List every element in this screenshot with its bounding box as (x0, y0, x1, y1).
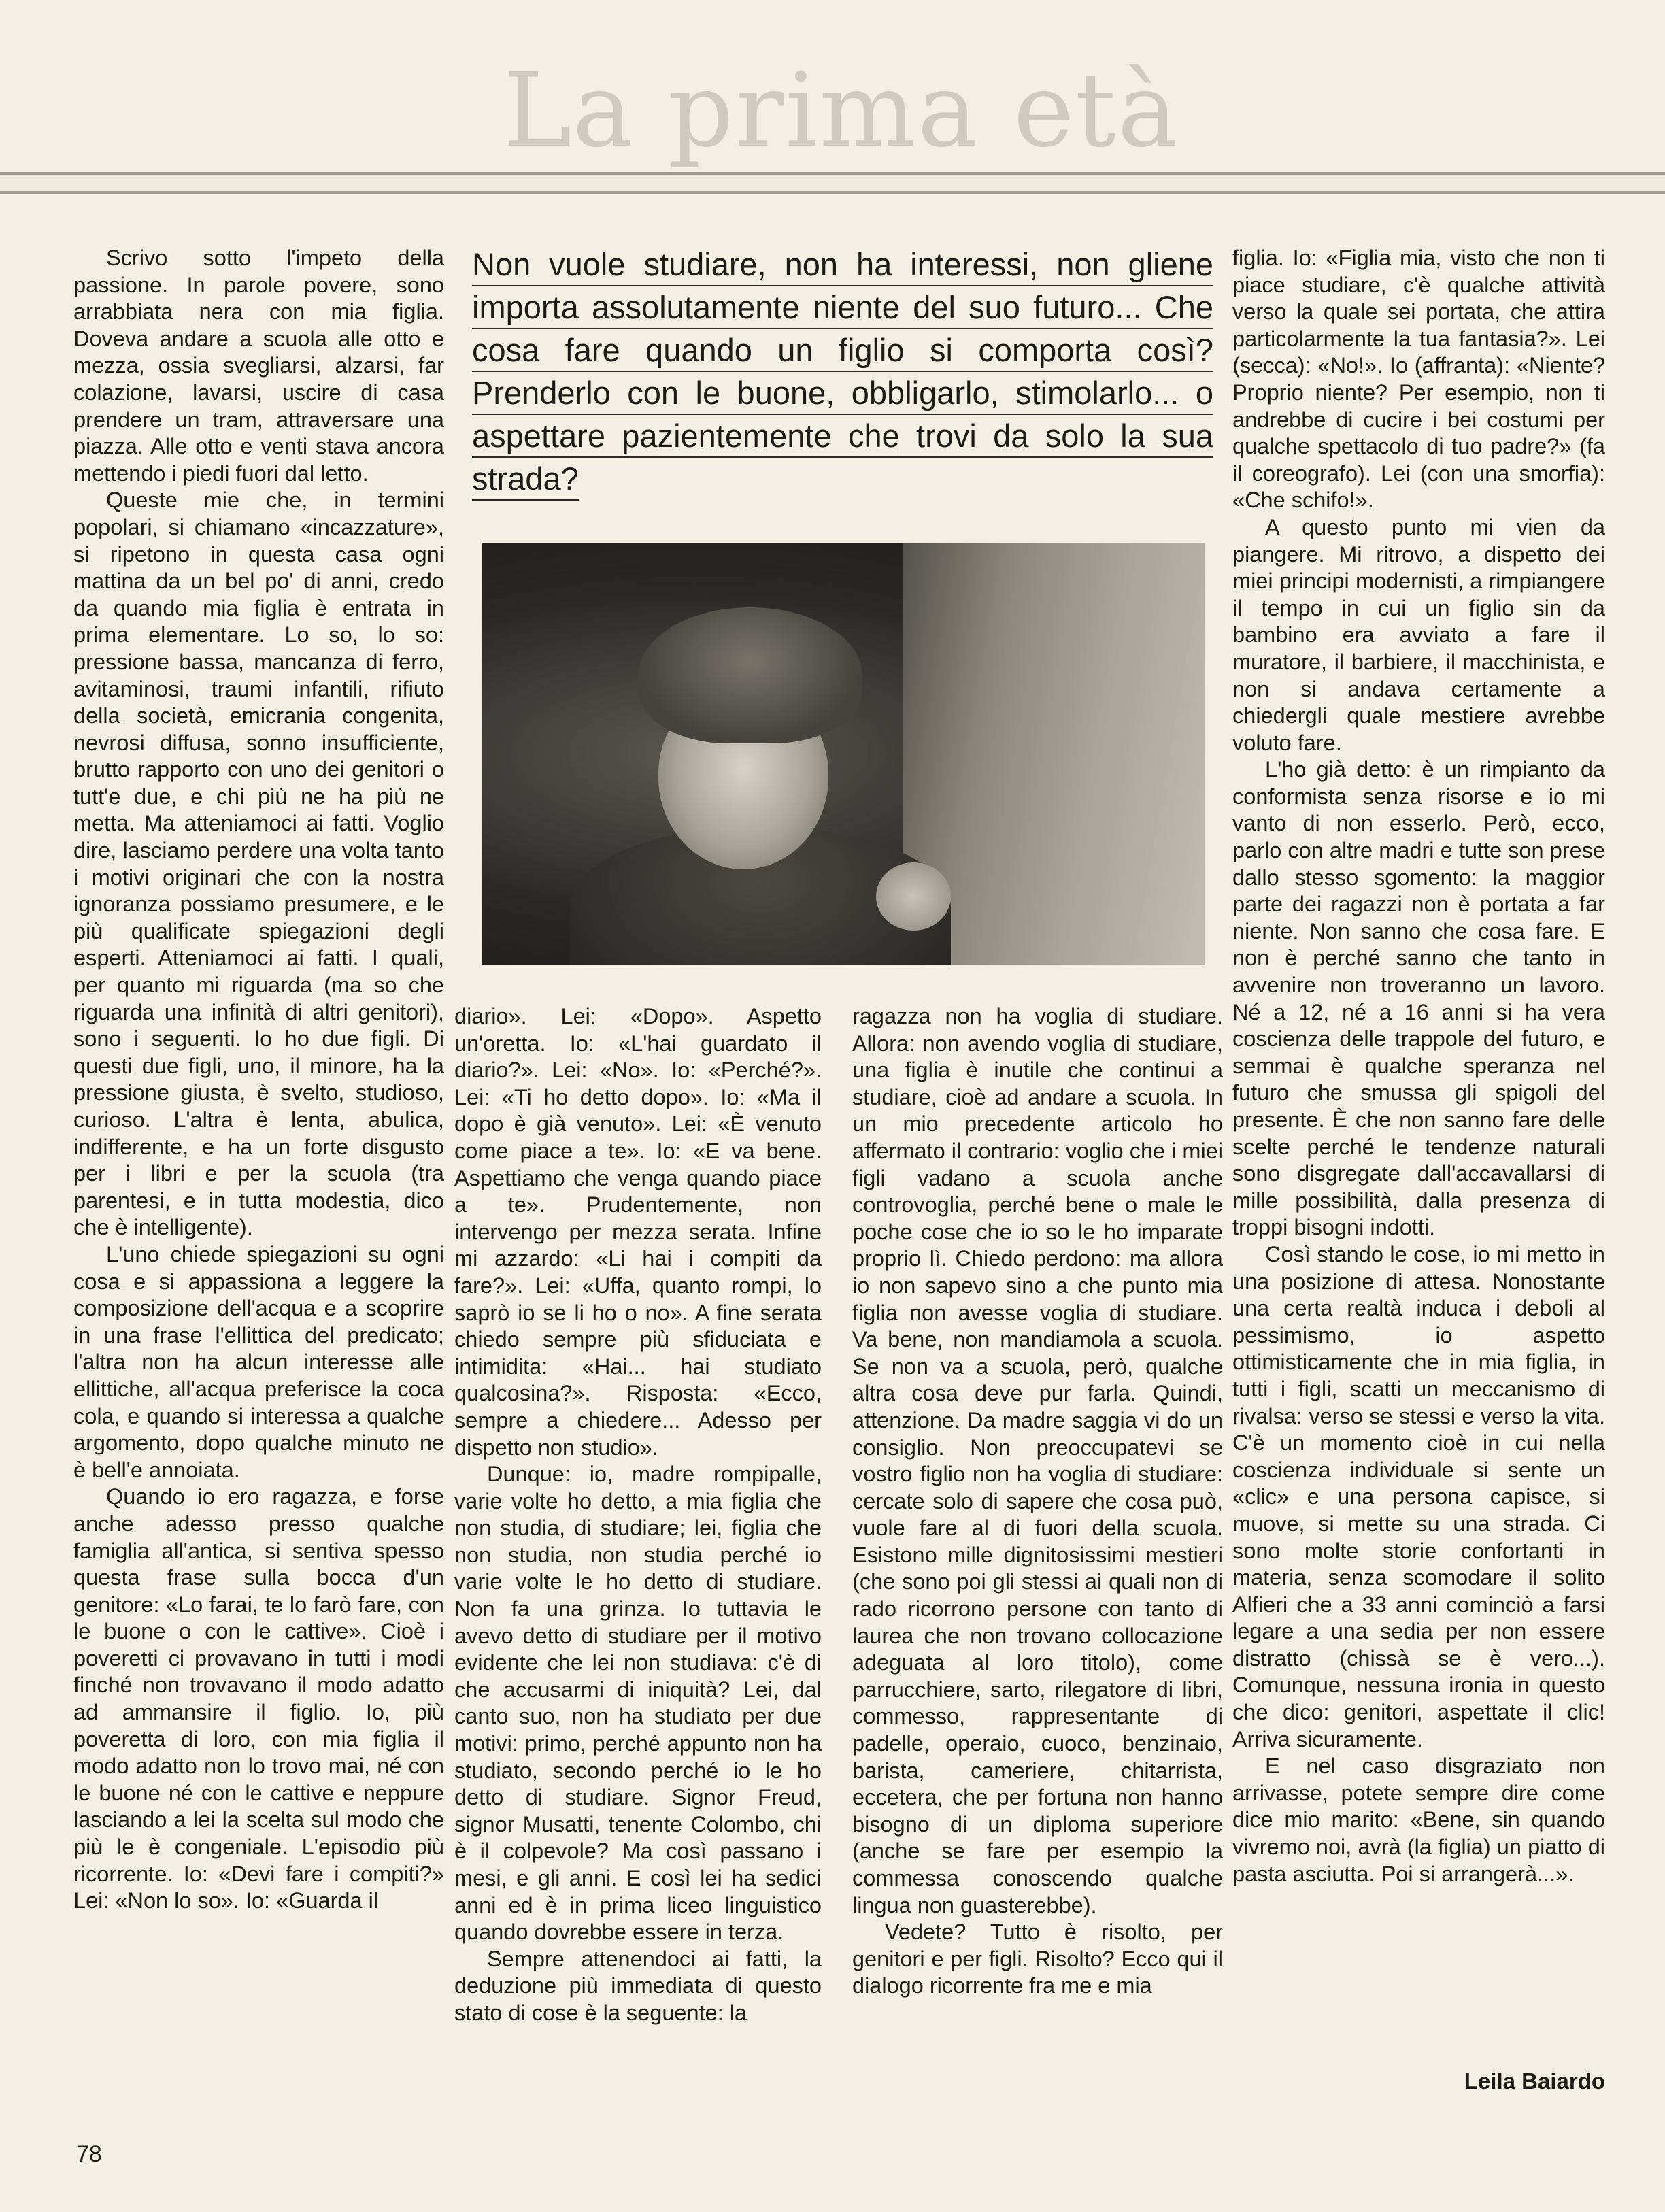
paragraph: ragazza non ha voglia di studiare. Allora: non avendo voglia di studiare, una figlia è inutile che continui a studiare, cioè ad andare a scuola. In un mio precedente articolo ho affermato il contrario: voglio che i miei figli vadano a scuola anche controvoglia, perché bene o male le poche cose che io so le ho imparate proprio lì. Chiedo perdono: ma allora io non sapevo sino a che punto mia figlia non avesse voglia di studiare. Va bene, non mandiamola a scuola. Se non va a scuola, però, qualche altra cosa deve pur farla. Quindi, attenzione. Da madre saggia vi do un consiglio. Non preoccupatevi se vostro figlio non ha voglia di studiare: cercate solo di sapere che cosa può, vuole fare al di fuori della scuola. Esistono mille dignitosissimi mestieri (che sono poi gli stessi ai quali non di rado ricorrono persone con tanto di laurea che non trovano collocazione adeguata al loro titolo), come parrucchiere, sarto, rilegatore di libri, commesso, rappresentante di padelle, operaio, cuoco, benzinaio, barista, cameriere, chitarrista, eccetera, che per fortuna non hanno bisogno di un diploma superiore (anche se fare per esempio la commessa conoscendo qualche lingua non guasterebbe). (852, 1004, 1223, 1917)
column-3 (852, 1003, 1223, 2000)
page-number: 78 (76, 2141, 102, 2167)
column-2 (454, 1003, 822, 2027)
paragraph: E nel caso disgraziato non arrivasse, potete sempre dire come dice mio marito: «Bene, sin quando vivremo noi, avrà (la figlia) un piatto di pasta asciutta. Poi si arrangerà...». (1232, 1754, 1605, 1886)
paragraph: Così stando le cose, io mi metto in una posizione di attesa. Nonostante una certa realtà induca i deboli al pessimismo, io aspetto ottimisticamente che in mia figlia, in tutti i figli, scatti un meccanismo di rivalsa: verso se stessi e verso la vita. C'è un momento cioè in cui nella coscienza individuale si sente un «clic» e una persona capisce, si muove, si mette su una strada. Ci sono molte storie confortanti in materia, senza scomodare il solito Alfieri che a 33 anni cominciò a farsi legare a una sedia per non essere distratto (chissà se è vero...). Comunque, nessuna ironia in questo che dico: genitori, aspettate il clic! Arriva sicuramente. (1232, 1241, 1605, 1752)
paragraph: figlia. Io: «Figlia mia, visto che non ti piace studiare, c'è qualche attività verso la quale sei portata, che attira particolarmente la tua fantasia?». Lei (secca): «No!». Io (affranta): «Niente? Proprio niente? Per esempio, non ti andrebbe di cucire i bei costumi per qualche spettacolo di tuo padre?» (fa il coreografo). Lei (con una smorfia): «Che schifo!». (1232, 246, 1605, 513)
child-photo (482, 543, 1205, 965)
paragraph: Scrivo sotto l'impeto della passione. In parole povere, sono arrabbiata nera con mia figlia. Doveva andare a scuola alle otto e mezza, ossia svegliarsi, alzarsi, far colazione, lavarsi, uscire di casa prendere un tram, attraversare una piazza. Alle otto e venti stava ancora mettendo i piedi fuori dal letto. (73, 246, 444, 486)
paragraph: L'uno chiede spiegazioni su ogni cosa e si appassiona a leggere la composizione dell'acqua e a scoprire in una frase l'ellittica del predicato; l'altra non ha alcun interesse alle ellittiche, all'acqua preferisce la coca cola, e quando si interessa a qualche argomento, dopo qualche minuto ne è bell'e annoiata. (73, 1241, 444, 1482)
paragraph: Sempre attenendoci ai fatti, la deduzione più immediata di questo stato di cose è la seguente: la (454, 1946, 822, 2025)
lead-text: Non vuole studiare, non ha interessi, non gliene importa assolutamente niente del suo futuro... Che cosa fare quando un figlio si comporta così? Prenderlo con le buone, obbligarlo, stimolarlo... o aspettare pazientemente che trovi da solo la sua strada? (472, 246, 1213, 501)
column-4 (1232, 245, 1605, 1888)
paragraph: Queste mie che, in termini popolari, si chiamano «incazzature», si ripetono in questa casa ogni mattina da un bel po' di anni, credo da quando mia figlia è entrata in prima elementare. Lo so, lo so: pressione bassa, mancanza di ferro, avitaminosi, traumi infantili, rifiuto della società, emicrania congenita, nevrosi diffusa, sonno insufficiente, brutto rapporto con uno dei genitori o tutt'e due, e chi più ne ha più ne metta. Ma atteniamoci ai fatti. Voglio dire, lasciamo perdere una volta tanto i motivi originari che con la nostra ignoranza possiamo presumere, e le più qualificate spiegazioni degli esperti. Atteniamoci ai fatti. I quali, per quanto mi riguarda (ma so che riguarda una infinità di altri genitori), sono i seguenti. Io ho due figli. Di questi due figli, uno, il minore, ha la pressione giusta, è svelto, studioso, curioso. L'altra è lenta, abulica, indifferente, e ha un forte disgusto per i libri e per la scuola (tra parentesi, e in tutta modestia, dico che è intelligente). (73, 488, 444, 1240)
paragraph: Vedete? Tutto è risolto, per genitori e per figli. Risolto? Ecco qui il dialogo ricorrente fra me e mia (852, 1920, 1223, 1998)
photo-hand (876, 862, 951, 931)
paragraph: A questo punto mi vien da piangere. Mi ritrovo, a dispetto dei miei principi modernisti, a rimpiangere il tempo in cui un figlio sin da bambino era avviato a fare il muratore, il barbiere, il macchinista, e non si andava certamente a chiedergli quale mestiere avrebbe voluto fare. (1232, 514, 1605, 755)
paragraph: Quando io ero ragazza, e forse anche adesso presso qualche famiglia all'antica, si sentiva spesso questa frase sulla bocca d'un genitore: «Lo farai, te lo farò fare, con le buone o con le cattive». Cioè i poveretti ci provavano in tutti i modi finché non trovavano il modo adatto ad ammansire il figlio. Io, più poveretta di loro, con mia figlia il modo adatto non lo trovo mai, né con le buone né con le cattive e neppure lasciando a lei la scelta sul modo che più le è congeniale. L'episodio più ricorrente. Io: «Devi fare i compiti?» Lei: «Non lo so». Io: «Guarda il (73, 1484, 444, 1913)
column-1 (73, 245, 444, 1915)
page-title: La prima età (503, 52, 1180, 170)
author-signature: Leila Baiardo (1464, 2068, 1605, 2094)
lead-paragraph (472, 243, 1213, 500)
paragraph: diario». Lei: «Dopo». Aspetto un'oretta. Io: «L'hai guardato il diario?». Lei: «No». Io: «Perché?». Lei: «Ti ho detto dopo». Io: «Ma il dopo è già venuto». Lei: «È venuto come piace a te». Io: «E va bene. Aspettiamo che venga quando piace a te». Prudentemente, non intervengo per mezza serata. Infine mi azzardo: «Li hai i compiti da fare?». Lei: «Uffa, quanto rompi, lo saprò io se li ho o no». A fine serata chiedo sempre più sfiduciata e intimidita: «Hai... hai studiato qualcosina?». Risposta: «Ecco, sempre a chiedere... Adesso per dispetto non studio». (454, 1004, 822, 1460)
header-rule (0, 172, 1665, 194)
photo-hat (638, 607, 862, 743)
paragraph: Dunque: io, madre rompipalle, varie volte ho detto, a mia figlia che non studia, di studiare; lei, figlia che non studia, non studia perché io varie volte le ho detto di studiare. Non fa una grinza. Io tuttavia le avevo detto di studiare per il motivo evidente che lei non studiava: c'è di che accusarmi di iniquità? Lei, dal canto suo, non ha studiato per due motivi: primo, perché appunto non ha studiato, secondo perché io le ho detto di studiare. Signor Freud, signor Musatti, tenente Colombo, chi è il colpevole? Ma così passano i mesi, e gli anni. E così lei ha sedici anni ed è in prima liceo linguistico quando dovrebbe essere in terza. (454, 1462, 822, 1945)
paragraph: L'ho già detto: è un rimpianto da conformista senza risorse e io mi vanto di non esserlo. Però, ecco, parlo con altre madri e tutte son prese dallo stesso sgomento: la maggior parte dei ragazzi non è portata a far niente. Non sanno che cosa fare. E non è perché sanno che tanto in avvenire non troveranno un lavoro. Né a 12, né a 16 anni si ha vera coscienza delle trappole del futuro, e semmai è qualche speranza nel futuro che smussa gli spigoli del presente. È che non sanno fare delle scelte perché le tendenze naturali sono disgregate dall'accavallarsi di mille possibilità, dalla presenza di troppi bisogni indotti. (1232, 757, 1605, 1240)
